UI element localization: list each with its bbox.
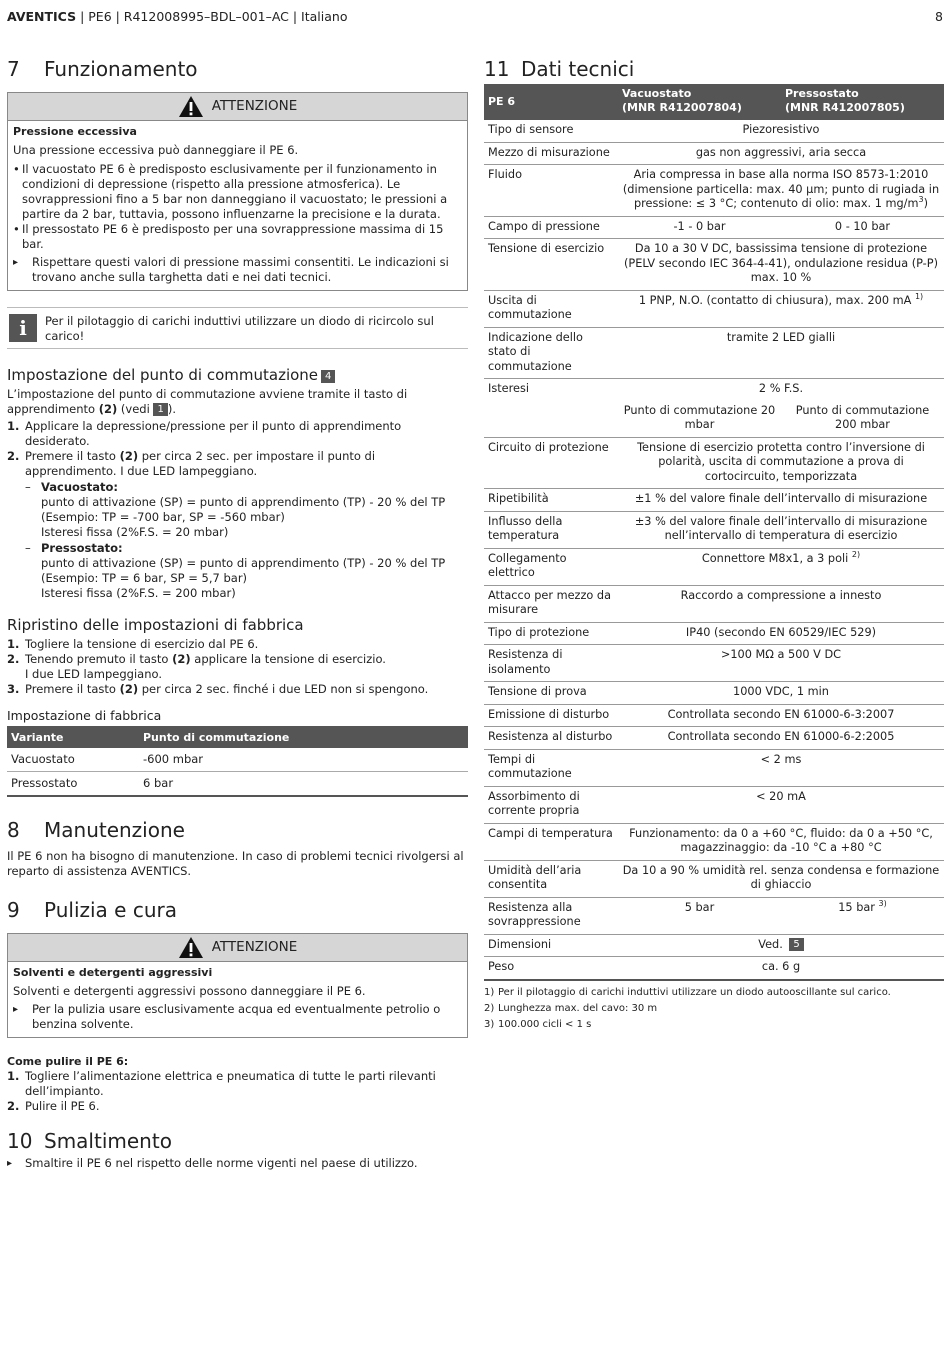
factory-settings-table	[7, 726, 468, 797]
figure-ref: 4	[321, 370, 335, 383]
list-item: 2. Premere il tasto (2) per circa 2 sec. per impostare il punto di apprendimento. I due LED lampeggiano.	[7, 449, 376, 478]
table-row: Campi di temperatura Funzionamento: da 0 a +60 °C, fluido: da 0 a +50 °C, magazzinaggio: da -10 °C a +80 °C	[484, 823, 944, 860]
brand-name: AVENTICS	[7, 9, 77, 24]
subsection-switch-point-title: Impostazione del punto di commutazione 4	[7, 365, 468, 385]
doc-info: | PE6 | R412008995–BDL–001–AC | Italiano	[76, 9, 348, 24]
footnotes	[484, 985, 944, 1033]
warning-box-solvents	[7, 933, 468, 1038]
table-row: Resistenza di isolamento >100 MΩ a 500 V DC	[484, 645, 944, 682]
warning-title: Solventi e detergenti aggressivi	[13, 966, 213, 979]
table-row: Tipo di protezione IP40 (secondo EN 60529/IEC 529)	[484, 622, 944, 645]
table-row: Dimensioni Ved. 5	[484, 934, 944, 957]
warning-action: ▸ Rispettare questi valori di pressione massimi consentiti. Le indicazioni si trovano anche sulla targhetta dati e nei dati tecnici.	[13, 255, 462, 285]
table-row: Tensione di esercizio Da 10 a 30 V DC, bassissima tensione di protezione (PELV secondo IEC 364-4-41), ondulazione residua (P-P) max. 10 %	[484, 239, 944, 291]
list-item: 3. Premere il tasto (2) per circa 2 sec. finché i due LED non si spengono.	[7, 682, 429, 696]
table-header: Vacuostato (MNR R412007804)	[618, 84, 781, 120]
table-row: Uscita di commutazione 1 PNP, N.O. (contatto di chiusura), max. 200 mA $^{1)}$	[484, 290, 944, 327]
table-row: Peso ca. 6 g	[484, 957, 944, 980]
table-row: Circuito di protezione Tensione di esercizio protetta contro l’inversione di polarità, uscita di commutazione a prova di cortocircuito, temporizzata	[484, 437, 944, 489]
list-item: 1. Togliere la tensione di esercizio dal PE 6.	[7, 637, 259, 651]
table-header: Pressostato (MNR R412007805)	[781, 84, 944, 120]
warning-header	[8, 934, 467, 962]
info-icon: i	[9, 314, 37, 342]
vacuum-switch-info: – Vacuostato: punto di attivazione (SP) = punto di apprendimento (TP) - 20 % del TP (Esempio: TP = -700 bar, SP = -560 mbar) Isteresi fissa (2%F.S. = 20 mbar)	[7, 480, 468, 540]
warning-header	[8, 93, 467, 121]
footnote: 1) Per il pilotaggio di carichi induttivi utilizzare un diodo autooscillante sul carico.	[484, 986, 891, 998]
table-header: Punto di commutazione	[139, 726, 468, 748]
info-note	[7, 307, 468, 349]
table-row: Ripetibilità ±1 % del valore finale dell’intervallo di misurazione	[484, 489, 944, 512]
figure-ref: 1	[153, 403, 167, 416]
warning-bullet: • Il vacuostato PE 6 è predisposto esclusivamente per il funzionamento in condizioni di depressione (rispetto alla pressione atmosferica). Le sovrappressioni fino a 5 bar non danneggiano il vacuostato; le pressioni a partire da 2 bar, tuttavia, possono influenzarne la precisione e la durata.	[13, 162, 462, 222]
section-11-title: 11 Dati tecnici	[484, 57, 635, 81]
warning-box-pressure	[7, 92, 468, 291]
warning-triangle-icon	[178, 936, 204, 959]
switch-point-intro: L’impostazione del punto di commutazione avviene tramite il tasto di apprendimento (2) (vedi 1 ).	[7, 387, 408, 416]
footnote: 2) Lunghezza max. del cavo: 30 m	[484, 1002, 658, 1014]
list-item: 2. Tenendo premuto il tasto (2) applicare la tensione di esercizio. I due LED lampeggiano.	[7, 652, 386, 681]
figure-ref: 5	[789, 938, 803, 951]
footnote: 3) 100.000 cicli < 1 s	[484, 1018, 592, 1030]
section-10-title: 10 Smaltimento	[7, 1129, 172, 1153]
table-row: Assorbimento di corrente propria < 20 mA	[484, 786, 944, 823]
section-8-title: 8 Manutenzione	[7, 818, 185, 842]
disposal-action: ▸ Smaltire il PE 6 nel rispetto delle norme vigenti nel paese di utilizzo.	[7, 1156, 468, 1171]
section-7-title: 7 Funzionamento	[7, 57, 198, 81]
table-row: Resistenza al disturbo Controllata secondo EN 61000-6-2:2005	[484, 727, 944, 750]
table-header: Variante	[7, 726, 139, 748]
warning-bullet: • Il pressostato PE 6 è predisposto per una sovrappressione massima di 15 bar.	[13, 222, 462, 252]
warning-action: ▸ Per la pulizia usare esclusivamente acqua ed eventualmente petrolio o benzina solvente.	[13, 1002, 462, 1032]
list-item: 1. Togliere l’alimentazione elettrica e pneumatica di tutte le parti rilevanti dell’impianto.	[7, 1069, 436, 1098]
pressure-switch-info: – Pressostato: punto di attivazione (SP) = punto di apprendimento (TP) - 20 % del TP (Esempio: TP = 6 bar, SP = 5,7 bar) Isteresi fissa (2%F.S. = 200 mbar)	[7, 541, 468, 601]
table-row: Emissione di disturbo Controllata secondo EN 61000-6-3:2007	[484, 704, 944, 727]
table-row: Indicazione dello stato di commutazione tramite 2 LED gialli	[484, 327, 944, 379]
right-column	[484, 56, 944, 1033]
table-row: Collegamento elettrico Connettore M8x1, a 3 poli $^{2)}$	[484, 548, 944, 585]
table-row: Resistenza alla sovrappressione 5 bar 15 bar $^{3)}$	[484, 897, 944, 934]
table-row: Tensione di prova 1000 VDC, 1 min	[484, 682, 944, 705]
table-row: Fluido Aria compressa in base alla norma ISO 8573-1:2010 (dimensione particella: max. 40 µm; punto di rugiada in pressione: ≤ 3 °C; contenuto di olio: max. 1 $mg/m^3$)	[484, 165, 944, 217]
warning-label: ATTENZIONE	[211, 939, 298, 955]
table-row: Tipo di sensore Piezoresistivo	[484, 120, 944, 142]
table-row: Punto di commutazione 20 mbar Punto di commutazione 200 mbar	[484, 401, 944, 438]
technical-data-table	[484, 84, 944, 981]
section-9-title: 9 Pulizia e cura	[7, 898, 177, 922]
factory-settings-title: Impostazione di fabbrica	[7, 708, 162, 723]
warning-intro: Solventi e detergenti aggressivi possono danneggiare il PE 6.	[13, 984, 366, 998]
list-item: 1. Applicare la depressione/pressione per il punto di apprendimento desiderato.	[7, 419, 402, 448]
table-row: Influsso della temperatura ±3 % del valore finale dell’intervallo di misurazione nell’intervallo di temperatura di esercizio	[484, 511, 944, 548]
list-item: 2. Pulire il PE 6.	[7, 1099, 100, 1113]
table-row: Tempi di commutazione < 2 ms	[484, 749, 944, 786]
subsection-factory-reset-title: Ripristino delle impostazioni di fabbrica	[7, 616, 304, 634]
table-row: Vacuostato -600 mbar	[7, 748, 468, 772]
left-column	[7, 56, 468, 1171]
page-number: 8	[935, 9, 943, 24]
table-header: PE 6	[484, 84, 618, 120]
page-header	[7, 9, 943, 27]
table-row: Attacco per mezzo da misurare Raccordo a compressione a innesto	[484, 585, 944, 622]
warning-triangle-icon	[178, 95, 204, 118]
maintenance-text: Il PE 6 non ha bisogno di manutenzione. In caso di problemi tecnici rivolgersi al reparto di assistenza AVENTICS.	[7, 849, 464, 878]
table-row: Pressostato 6 bar	[7, 772, 468, 797]
table-row: Mezzo di misurazione gas non aggressivi, aria secca	[484, 142, 944, 165]
warning-title: Pressione eccessiva	[13, 125, 137, 138]
warning-intro: Una pressione eccessiva può danneggiare il PE 6.	[13, 143, 299, 157]
warning-label: ATTENZIONE	[211, 98, 298, 114]
cleaning-how-title: Come pulire il PE 6:	[7, 1055, 129, 1068]
table-row: Campo di pressione -1 - 0 bar 0 - 10 bar	[484, 216, 944, 239]
table-row: Isteresi 2 % F.S.	[484, 379, 944, 401]
table-row: Umidità dell’aria consentita Da 10 a 90 % umidità rel. senza condensa e formazione di ghiaccio	[484, 860, 944, 897]
info-note-text: Per il pilotaggio di carichi induttivi utilizzare un diodo di ricircolo sul carico!	[45, 314, 434, 343]
